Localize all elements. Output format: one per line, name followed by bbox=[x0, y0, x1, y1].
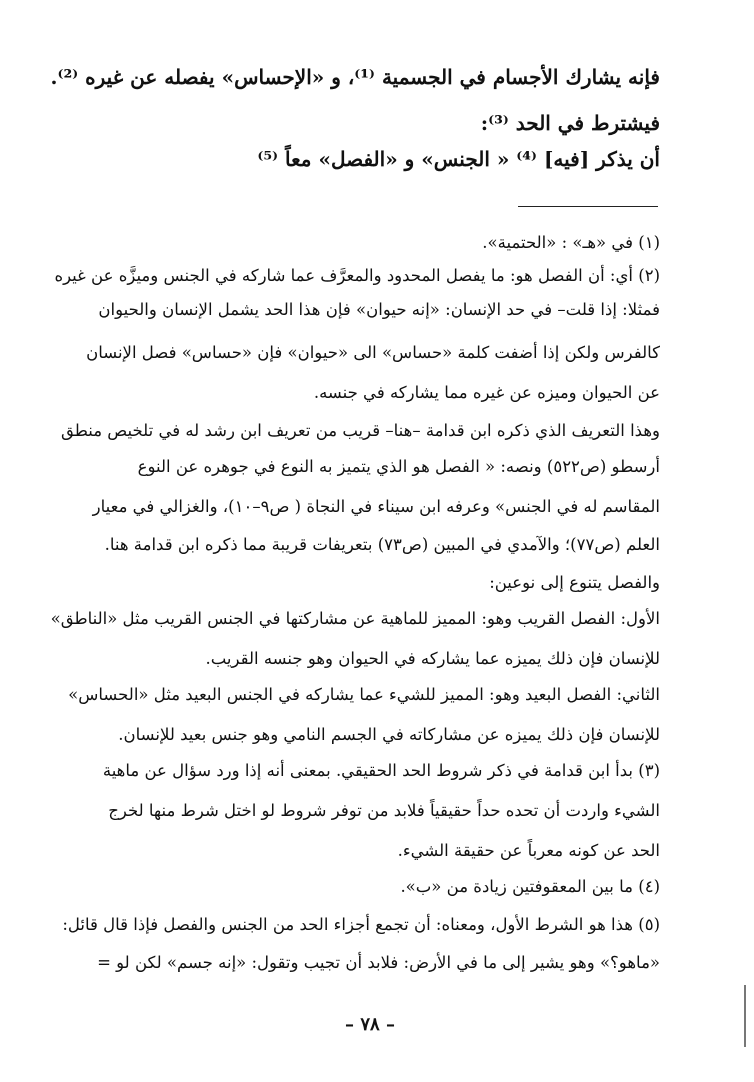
footnote-line: (٥) هذا هو الشرط الأول، ومعناه: أن تجمع أجزاء الحد من الجنس والفصل فإذا قال قائل: bbox=[62, 915, 660, 934]
footnote-line: الثاني: الفصل البعيد وهو: المميز للشيء عما يشاركه في الجنس البعيد مثل «الحساس» bbox=[68, 685, 660, 704]
main-line-2: فيشترط في الحد ⁽³⁾: bbox=[480, 111, 660, 135]
footnote-line: كالفرس ولكن إذا أضفت كلمة «حساس» الى «حيوان» فإن «حساس» فصل الإنسان bbox=[86, 343, 660, 362]
footnote-line: (٣) بدأ ابن قدامة في ذكر شروط الحد الحقيقي. بمعنى أنه إذا ورد سؤال عن ماهية bbox=[102, 761, 660, 780]
footnote-line: (٢) أي: أن الفصل هو: ما يفصل المحدود والمعرَّف عما شاركه في الجنس وميزَّه عن غيره bbox=[54, 266, 660, 285]
footnote-line: (١) في «هـ» : «الحتمية». bbox=[482, 233, 660, 252]
footnote-line: وهذا التعريف الذي ذكره ابن قدامة –هنا– قريب من تعريف ابن رشد له في تلخيص منطق bbox=[60, 421, 660, 440]
footnote-line: الحد عن كونه معرباً عن حقيقة الشيء. bbox=[397, 841, 660, 860]
footnote-line: عن الحيوان وميزه عن غيره مما يشاركه في جنسه. bbox=[313, 383, 660, 402]
footnote-line: فمثلا: إذا قلت– في حد الإنسان: «إنه حيوان» فإن هذا الحد يشمل الإنسان والحيوان bbox=[98, 300, 660, 319]
footnote-line: العلم (ص٧٧)؛ والآمدي في المبين (ص٧٣) بتعريفات قريبة مما ذكره ابن قدامة هنا. bbox=[104, 535, 660, 554]
footnote-line: «ماهو؟» وهو يشير إلى ما في الأرض: فلابد أن تجيب وتقول: «إنه جسم» لكن لو = bbox=[97, 953, 660, 972]
footnote-line: المقاسم له في الجنس» وعرفه ابن سيناء في النجاة ( ص٩–١٠)، والغزالي في معيار bbox=[92, 497, 660, 516]
page-number: – ٧٨ – bbox=[345, 1014, 395, 1035]
footnote-line: للإنسان فإن ذلك يميزه عما يشاركه في الحيوان وهو جنسه القريب. bbox=[205, 649, 660, 668]
footnote-line: الأول: الفصل القريب وهو: المميز للماهية عن مشاركتها في الجنس القريب مثل «الناطق» bbox=[50, 609, 660, 628]
footnote-separator bbox=[518, 206, 658, 207]
footnote-line: (٤) ما بين المعقوفتين زيادة من «ب». bbox=[400, 877, 660, 896]
footnote-line: أرسطو (ص٥٢٢) ونصه: « الفصل هو الذي يتميز به النوع في جوهره عن النوع bbox=[137, 457, 660, 476]
main-line-3: أن يذكر [فيه] ⁽⁴⁾ « الجنس» و «الفصل» معاً ⁽⁵⁾ bbox=[257, 147, 660, 171]
scan-edge-mark bbox=[744, 985, 746, 1047]
footnote-line: والفصل يتنوع إلى نوعين: bbox=[489, 573, 660, 592]
footnote-line: للإنسان فإن ذلك يميزه عن مشاركاته في الجسم النامي وهو جنس بعيد للإنسان. bbox=[118, 725, 660, 744]
main-line-1: فإنه يشارك الأجسام في الجسمية ⁽¹⁾، و «الإحساس» يفصله عن غيره ⁽²⁾. bbox=[50, 65, 660, 89]
footnote-line: الشيء واردت أن تحده حداً حقيقياً فلابد من توفر شروط لو اختل شرط منها لخرج bbox=[108, 801, 660, 820]
